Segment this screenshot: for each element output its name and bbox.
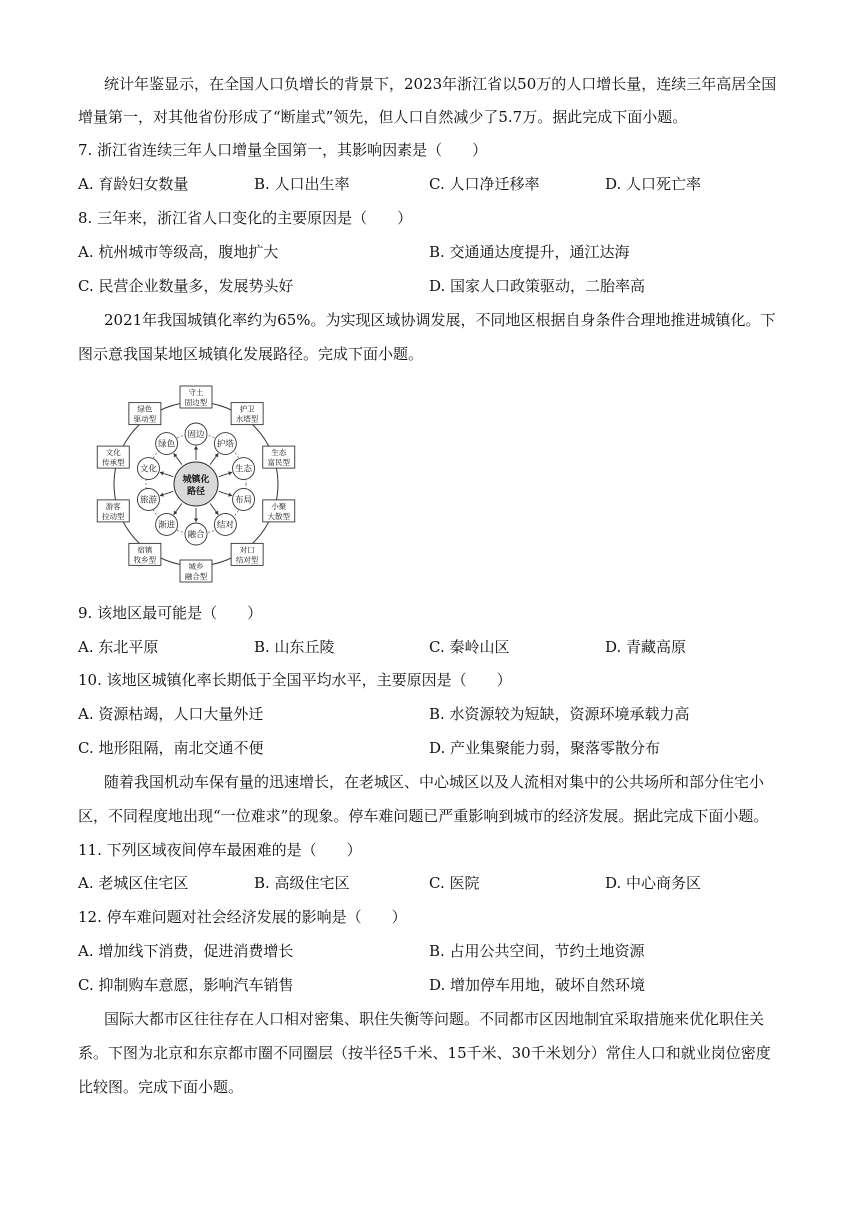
question-9-option-b: B. 山东丘陵	[254, 638, 335, 656]
passage-3-line-1: 随着我国机动车保有量的迅速增长，在老城区、中心城区以及人流相对集中的公共场所和部分住宅小	[104, 773, 765, 791]
passage-4-line-1: 国际大都市区往往存在人口相对密集、职住失衡等问题。不同都市区因地制宜采取措施来优化职住关	[104, 1010, 765, 1028]
question-12-stem: 12. 停车难问题对社会经济发展的影响是（ ）	[78, 908, 407, 926]
question-12-option-a: A. 增加线下消费，促进消费增长	[78, 942, 294, 960]
passage-2-line-1: 2021年我国城镇化率约为65%。为实现区域协调发展，不同地区根据自身条件合理地推进城镇化。下	[104, 311, 776, 329]
question-12-option-b: B. 占用公共空间，节约土地资源	[429, 942, 645, 960]
diagram-inner-label: 布局	[235, 495, 253, 506]
passage-4-line-2: 系。下图为北京和东京都市圈不同圈层（按半径5千米、15千米、30千米划分）常住人口和就业岗位密度	[78, 1044, 771, 1062]
passage-1-line-1: 统计年鉴显示，在全国人口负增长的背景下，2023年浙江省以50万的人口增长量，连续三年高居全国	[104, 75, 777, 93]
diagram-outer-label: 水塔型	[235, 414, 259, 424]
diagram-outer-label: 护卫	[239, 404, 255, 414]
diagram-inner-label: 渐进	[158, 520, 176, 531]
question-10-stem: 10. 该地区城镇化率长期低于全国平均水平，主要原因是（ ）	[78, 671, 512, 689]
question-11-option-b: B. 高级住宅区	[254, 874, 350, 892]
diagram-arrow-head	[174, 511, 178, 515]
diagram-arrow-head	[194, 519, 198, 523]
question-10-option-c: C. 地形阻隔，南北交通不便	[78, 739, 264, 757]
diagram-outer-label: 文化	[105, 448, 121, 458]
diagram-outer-label: 游客	[105, 501, 121, 511]
question-11-option-a: A. 老城区住宅区	[78, 874, 189, 892]
diagram-arrow-head	[215, 453, 219, 457]
diagram-outer-label: 城乡	[188, 562, 204, 571]
diagram-outer-label: 融合型	[184, 572, 208, 581]
question-11-option-d: D. 中心商务区	[605, 874, 702, 892]
diagram-outer-label: 生态	[271, 448, 287, 458]
question-10-option-a: A. 资源枯竭，人口大量外迁	[78, 705, 264, 723]
question-8-option-a: A. 杭州城市等级高，腹地扩大	[78, 243, 279, 261]
question-10-option-d: D. 产业集聚能力弱，聚落零散分布	[429, 739, 661, 757]
diagram-arrow-head	[174, 453, 178, 457]
diagram-inner-label: 生态	[235, 464, 253, 475]
diagram-inner-label: 旅游	[139, 495, 157, 506]
question-9-option-c: C. 秦岭山区	[429, 638, 510, 656]
diagram-outer-label: 对口	[239, 545, 255, 555]
passage-3-line-2: 区，不同程度地出现“一位难求”的现象。停车难问题已严重影响到城市的经济发展。据此完成下面小题。	[78, 807, 769, 825]
question-7-option-c: C. 人口净迁移率	[429, 175, 540, 193]
diagram-inner-label: 护塔	[216, 439, 234, 450]
question-9-option-a: A. 东北平原	[78, 638, 159, 656]
diagram-outer-label: 大散型	[267, 511, 290, 521]
passage-4-line-3: 比较图。完成下面小题。	[78, 1078, 244, 1096]
diagram-inner-label: 固边	[187, 430, 205, 441]
diagram-outer-label: 驱动型	[133, 414, 157, 424]
question-8-option-b: B. 交通通达度提升，通江达海	[429, 243, 630, 261]
diagram-arrow-head	[194, 446, 198, 450]
diagram-outer-label: 固边型	[184, 398, 208, 407]
question-8-stem: 8. 三年来，浙江省人口变化的主要原因是（ ）	[78, 209, 413, 227]
question-8-option-d: D. 国家人口政策驱动，二胎率高	[429, 277, 646, 295]
diagram-arrow-head	[215, 511, 219, 515]
diagram-outer-label: 富民型	[267, 458, 290, 468]
diagram-inner-label: 文化	[139, 464, 157, 475]
question-7-option-d: D. 人口死亡率	[605, 175, 702, 193]
question-10-option-b: B. 水资源较为短缺，资源环境承载力高	[429, 705, 690, 723]
question-9-stem: 9. 该地区最可能是（ ）	[78, 604, 263, 622]
diagram-center-label: 城镇化	[182, 475, 210, 485]
question-12-option-c: C. 抑制购车意愿，影响汽车销售	[78, 976, 294, 994]
urbanization-path-diagram	[90, 385, 302, 583]
diagram-outer-label: 绿色	[137, 404, 153, 414]
diagram-outer-label: 宿镇	[137, 545, 153, 555]
diagram-inner-label: 绿色	[158, 439, 176, 450]
question-8-option-c: C. 民营企业数量多，发展势头好	[78, 277, 294, 295]
question-11-stem: 11. 下列区域夜间停车最困难的是（ ）	[78, 841, 362, 859]
diagram-center-label: 路径	[186, 487, 206, 497]
diagram-inner-label: 融合	[187, 530, 205, 541]
question-12-option-d: D. 增加停车用地，破坏自然环境	[429, 976, 646, 994]
diagram-outer-label: 结对型	[235, 555, 259, 565]
question-11-option-c: C. 医院	[429, 874, 480, 892]
question-7-stem: 7. 浙江省连续三年人口增量全国第一，其影响因素是（ ）	[78, 141, 488, 159]
question-7-option-a: A. 育龄妇女数量	[78, 175, 189, 193]
diagram-inner-label: 结对	[216, 520, 234, 531]
question-9-option-d: D. 青藏高原	[605, 638, 687, 656]
diagram-outer-label: 传承型	[102, 458, 125, 468]
diagram-outer-label: 小聚	[271, 501, 287, 511]
question-7-option-b: B. 人口出生率	[254, 175, 350, 193]
passage-1-line-2: 增量第一，对其他省份形成了“断崖式”领先，但人口自然减少了5.7万。据此完成下面小题。	[78, 108, 688, 126]
diagram-outer-label: 拉动型	[102, 511, 125, 521]
passage-2-line-2: 图示意我国某地区城镇化发展路径。完成下面小题。	[78, 345, 424, 363]
diagram-outer-label: 牧乡型	[133, 555, 157, 565]
diagram-outer-label: 守土	[188, 388, 204, 397]
